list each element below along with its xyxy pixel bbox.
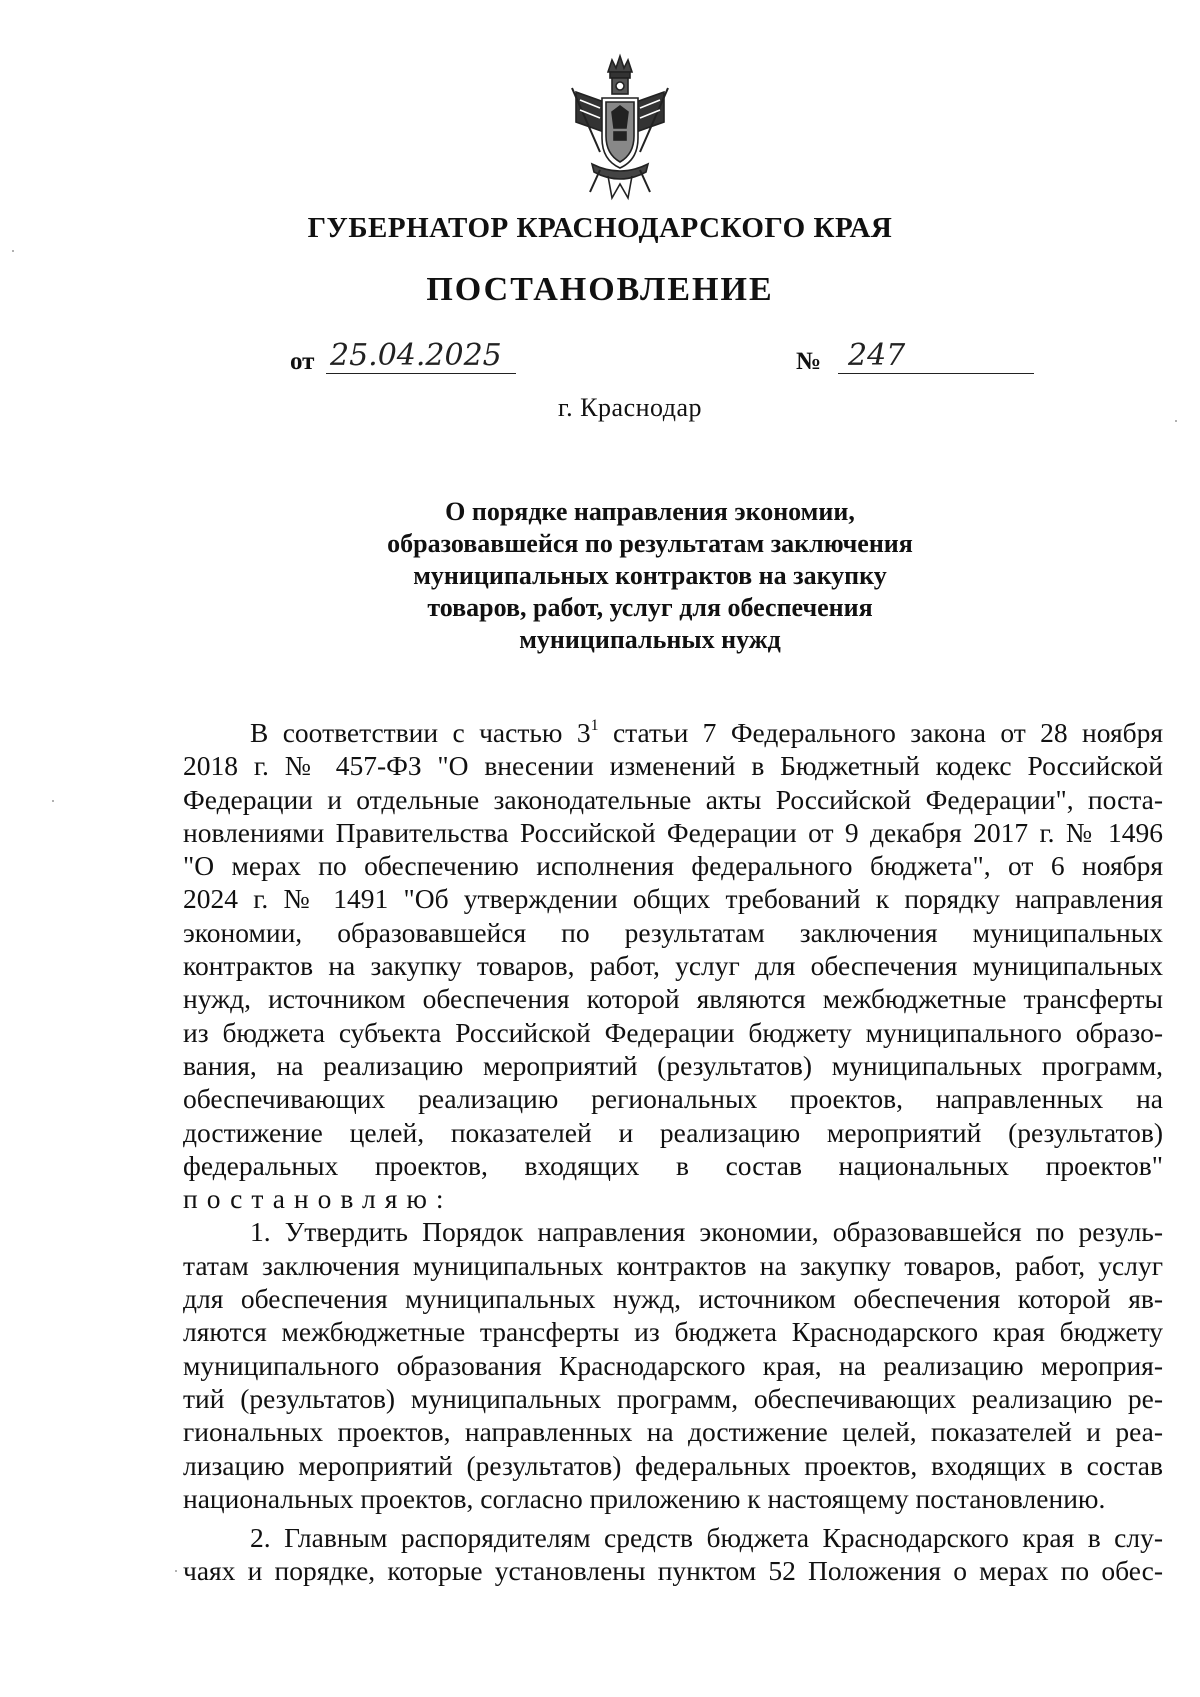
resolving-word: постановляю: [183, 1183, 453, 1215]
scan-speck [1175, 420, 1177, 422]
body-line: 1. Утвердить Порядок направления экономии, образовавшейся по резуль- [250, 1216, 1163, 1248]
body-line: нужд, источником обеспечения которой являются межбюджетные трансферты [183, 983, 1163, 1015]
subject-line: муниципальных контрактов на закупку [413, 561, 887, 590]
body-line: достижение целей, показателей и реализацию мероприятий (результатов) [183, 1116, 1163, 1148]
body-line: муниципального образования Краснодарского края, на реализацию мероприя- [183, 1349, 1163, 1381]
body-line: 2024 г. № 1491 "Об утверждении общих требований к порядку направления [183, 883, 1163, 915]
text-run: В соответствии с частью 3 [250, 717, 591, 748]
issuing-authority: ГУБЕРНАТОР КРАСНОДАРСКОГО КРАЯ [307, 212, 893, 244]
body-line: федеральных проектов, входящих в состав национальных проектов" [183, 1149, 1163, 1181]
scan-speck [52, 800, 54, 802]
body-line: гиональных проектов, направленных на достижение целей, показателей и реа- [183, 1416, 1163, 1448]
body-line: из бюджета субъекта Российской Федерации бюджету муниципального образо- [183, 1016, 1163, 1048]
text-run: статьи 7 Федерального закона от 28 ноября [598, 717, 1163, 748]
document-subject [330, 496, 970, 656]
body-line: вания, на реализацию мероприятий (результатов) муниципальных программ, [183, 1049, 1163, 1081]
body-line: контрактов на закупку товаров, работ, услуг для обеспечения муниципальных [183, 950, 1163, 982]
body-line [183, 716, 1163, 749]
superscript: 1 [590, 717, 599, 734]
body-line: экономии, образовавшейся по результатам заключения муниципальных [183, 916, 1163, 948]
body-line: чаях и порядке, которые установлены пунктом 52 Положения о мерах по обес- [183, 1555, 1163, 1587]
body-line: для обеспечения муниципальных нужд, источником обеспечения которой яв- [183, 1283, 1163, 1315]
body-line: национальных проектов, согласно приложению к настоящему постановлению. [183, 1482, 1106, 1514]
city-label: г. Краснодар [557, 393, 703, 422]
body-line: обеспечивающих реализацию региональных проектов, направленных на [183, 1083, 1163, 1115]
body-line: тий (результатов) муниципальных программ, обеспечивающих реализацию ре- [183, 1382, 1163, 1414]
date-field [290, 340, 530, 374]
document-type-title: ПОСТАНОВЛЕНИЕ [426, 271, 774, 308]
subject-line: товаров, работ, услуг для обеспечения [427, 593, 873, 622]
handwritten-date: 25.04.2025 [326, 338, 516, 374]
body-line: 2. Главным распорядителям средств бюджета Краснодарского края в слу- [250, 1522, 1163, 1554]
body-line: 2018 г. № 457-ФЗ "О внесении изменений в Бюджетный кодекс Российской [183, 750, 1163, 782]
scan-speck [175, 1570, 177, 1572]
body-line: ляются межбюджетные трансферты из бюджета Краснодарского края бюджету [183, 1316, 1163, 1348]
body-line: "О мерах по обеспечению исполнения федерального бюджета", от 6 ноября [183, 850, 1163, 882]
subject-line: О порядке направления экономии, [445, 497, 855, 526]
coat-of-arms-icon [560, 52, 680, 202]
body-line: новлениями Правительства Российской Федерации от 9 декабря 2017 г. № 1496 [183, 816, 1163, 848]
number-prefix: № [796, 348, 822, 375]
body-line: татам заключения муниципальных контрактов на закупку товаров, работ, услуг [183, 1249, 1163, 1281]
date-prefix: от [290, 348, 315, 375]
document-body [183, 716, 1163, 1588]
handwritten-number: 247 [838, 338, 1034, 374]
number-field [796, 340, 1036, 374]
body-line: лизацию мероприятий (результатов) федеральных проектов, входящих в состав [183, 1449, 1163, 1481]
subject-line: образовавшейся по результатам заключения [387, 529, 913, 558]
body-line: Федерации и отдельные законодательные акты Российской Федерации", поста- [183, 783, 1163, 815]
subject-line: муниципальных нужд [519, 625, 781, 654]
scan-speck [12, 250, 14, 252]
